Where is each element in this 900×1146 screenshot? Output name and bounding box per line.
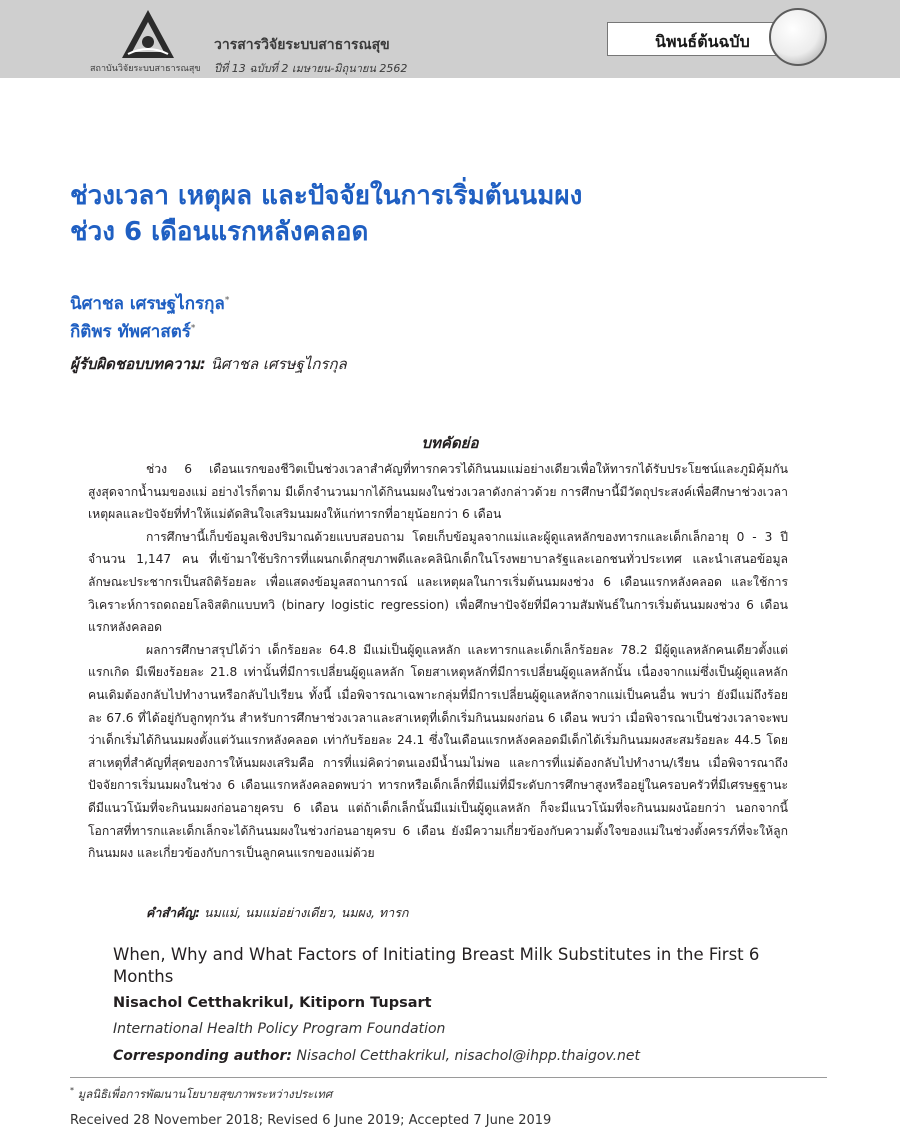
abstract-body	[88, 458, 788, 865]
abstract-paragraph: ผลการศึกษาสรุปได้ว่า เด็กร้อยละ 64.8 มีแม่เป็นผู้ดูแลหลัก และทารกและเด็กเล็กร้อยละ 78.2 มีผู้ดูแลหลักคนเดียวตั้งแต่แรกเกิด มีเพียงร้อยละ 21.8 เท่านั้นที่มีการเปลี่ยนผู้ดูแลหลัก โดยสาเหตุหลักที่มีการเปลี่ยนผู้ดูแลหลักนั้น เนื่องจากแม่ซึ่งเป็นผู้ดูแลหลักคนเดิมต้องกลับไปทำงานหรือกลับไปเรียน ทั้งนี้ เมื่อพิจารณาเฉพาะกลุ่มที่มีการเปลี่ยนผู้ดูแลหลักจากแม่เป็นคนอื่น พบว่า ยังมีแม่ถึงร้อยละ 67.6 ที่ได้อยู่กับลูกทุกวัน สำหรับการศึกษาช่วงเวลาและสาเหตุที่เด็กเริ่มกินนมผงก่อน 6 เดือน พบว่า เมื่อพิจารณาเป็นช่วงเวลาจะพบว่าเด็กเริ่มได้กินนมผงตั้งแต่วันแรกหลังคลอด เท่ากับร้อยละ 24.1 ซึ่งในเดือนแรกหลังคลอดมีเด็กได้เริ่มกินนมผงสะสมร้อยละ 44.5 โดยสาเหตุที่สำคัญที่สุดของการให้นมผงเสริมคือ การที่แม่คิดว่าตนเองมีน้ำนมไม่พอ และการที่แม่ต้องกลับไปทำงาน/เรียน เมื่อพิจารณาถึงปัจจัยการเริ่มนมผงในช่วง 6 เดือนแรกหลังคลอดพบว่า ทารกหรือเด็กเล็กที่มีแม่ที่มีระดับการศึกษาสูงหรืออยู่ในครอบครัวที่มีเศรษฐฐานะดีมีแนวโน้มที่จะกินนมผงก่อนอายุครบ 6 เดือน แต่ถ้าเด็กเล็กนั้นมีแม่เป็นผู้ดูแลหลัก ก็จะมีแนวโน้มที่จะกินนมผงน้อยกว่า นอกจากนี้ โอกาสที่ทารกและเด็กเล็กจะได้กินนมผงในช่วงก่อนอายุครบ 6 เดือน ยังมีความเกี่ยวข้องกับความตั้งใจของแม่ในช่วงตั้งครรภ์ที่จะให้ลูกกินนมผง และเกี่ยวข้องกับการเป็นลูกคนแรกของแม่ด้วย	[88, 642, 788, 861]
keywords-list: นมแม่, นมแม่อย่างเดียว, นมผง, ทารก	[204, 905, 409, 920]
article-type-label: นิพนธ์ต้นฉบับ	[655, 32, 750, 51]
affiliation-mark: *	[224, 295, 230, 306]
keywords-th	[146, 903, 408, 923]
corresponding-label: ผู้รับผิดชอบบทความ:	[70, 355, 206, 373]
english-affiliation: International Health Policy Program Foundation	[113, 1021, 446, 1037]
english-corresponding-author	[113, 1048, 640, 1064]
english-authors: Nisachol Cetthakrikul, Kitiporn Tupsart	[113, 995, 432, 1011]
author-1	[70, 290, 229, 317]
author-name: กิติพร ทัพศาสตร์	[70, 322, 191, 342]
received-dates: Received 28 November 2018; Revised 6 June 2019; Accepted 7 June 2019	[70, 1113, 552, 1128]
abstract-heading: บทคัดย่อ	[421, 434, 479, 452]
abstract-paragraph: การศึกษานี้เก็บข้อมูลเชิงปริมาณด้วยแบบสอบถาม โดยเก็บข้อมูลจากแม่และผู้ดูแลหลักของทารกและเด็กเล็กอายุ 0 - 3 ปี จำนวน 1,147 คน ที่เข้ามาใช้บริการที่แผนกเด็กสุขภาพดีและคลินิกเด็กในโรงพยาบาลรัฐและเอกชนทั่วประเทศ และนำเสนอข้อมูลลักษณะประชากรเป็นสถิติร้อยละ เพื่อแสดงข้อมูลสถานการณ์ และเหตุผลในการเริ่มต้นนมผงช่วง 6 เดือนแรกหลังคลอด และใช้การวิเคราะห์การถดถอยโลจิสติกแบบทวิ (binary logistic regression) เพื่อศึกษาปัจจัยที่มีความสัมพันธ์ในการเริ่มต้นนมผงช่วง 6 เดือนแรกหลังคลอด	[88, 529, 788, 635]
corresponding-author-th	[70, 352, 347, 376]
footnote-mark: *	[70, 1086, 74, 1096]
decorative-circle-icon	[769, 8, 827, 66]
title-line: ช่วง 6 เดือนแรกหลังคลอด	[70, 217, 369, 247]
article-title	[70, 178, 840, 250]
volume-issue: ปีที่ 13 ฉบับที่ 2 เมษายน-มิถุนายน 2562	[214, 62, 408, 75]
publisher-name: สถาบันวิจัยระบบสาธารณสุข	[90, 64, 201, 74]
footnote	[70, 1086, 332, 1104]
abstract-paragraph: ช่วง 6 เดือนแรกของชีวิตเป็นช่วงเวลาสำคัญที่ทารกควรได้กินนมแม่อย่างเดียวเพื่อให้ทารกได้รับประโยชน์และภูมิคุ้มกันสูงสุดจากน้ำนมของแม่ อย่างไรก็ตาม มีเด็กจำนวนมากได้กินนมผงในช่วงเวลาดังกล่าวด้วย การศึกษานี้มีวัตถุประสงค์เพื่อศึกษาช่วงเวลา เหตุผลและปัจจัยที่ทำให้แม่ตัดสินใจเสริมนมผงให้แก่ทารกที่อายุน้อยกว่า 6 เดือน	[88, 462, 788, 522]
corresponding-label-en: Corresponding author:	[113, 1048, 293, 1064]
footnote-text: มูลนิธิเพื่อการพัฒนานโยบายสุขภาพระหว่างประเทศ	[77, 1087, 333, 1101]
footnote-divider	[70, 1077, 827, 1078]
corresponding-contact: Nisachol Cetthakrikul, nisachol@ihpp.thaigov.net	[296, 1048, 641, 1064]
english-title: When, Why and What Factors of Initiating Breast Milk Substitutes in the First 6 Months	[113, 945, 760, 986]
author-2	[70, 318, 195, 345]
title-line: ช่วงเวลา เหตุผล และปัจจัยในการเริ่มต้นนมผง	[70, 181, 583, 211]
institute-logo-icon	[118, 8, 178, 64]
affiliation-mark: *	[190, 323, 196, 334]
corresponding-name: นิศาชล เศรษฐไกรกุล	[210, 355, 347, 373]
keywords-label: คำสำคัญ:	[146, 905, 201, 920]
author-name: นิศาชล เศรษฐไกรกุล	[70, 294, 225, 314]
journal-name: วารสารวิจัยระบบสาธารณสุข	[214, 37, 390, 53]
